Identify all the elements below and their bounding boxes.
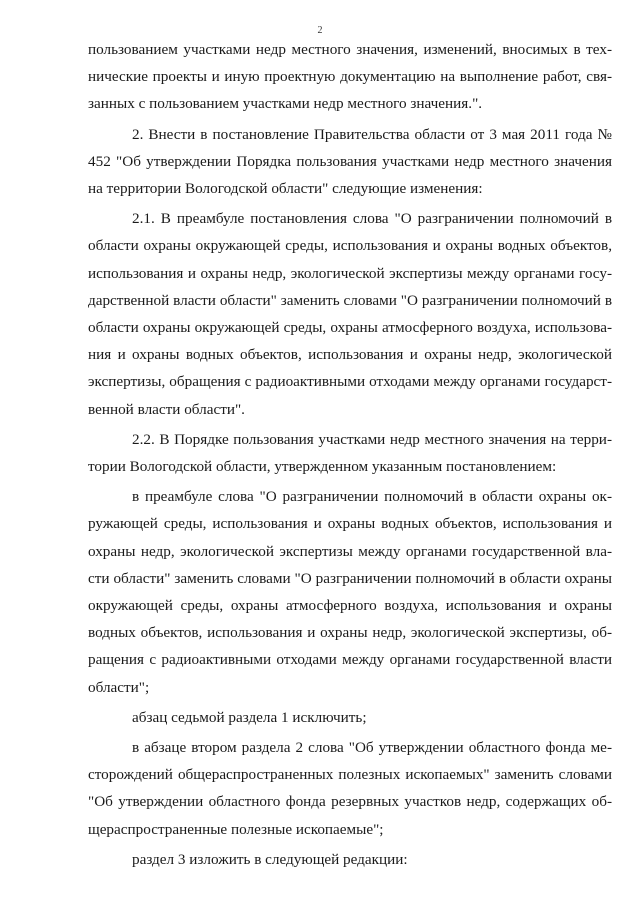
paragraph-item-2: 2. Внести в постановление Правительства области от 3 мая 2011 года № 452 "Об утверждении Порядка пользования участками недр местного значения на территории Вологодской области" следующие изменения: (88, 125, 612, 198)
document-body (88, 36, 612, 876)
paragraph-section-2-change: в абзаце втором раздела 2 слова "Об утверждении областного фонда месторождений общераспространенных полезных ископаемых" заменить словами "Об утверждении областного фонда резервных участков недр, содержащих общераспространенные полезные ископаемые"; (88, 739, 612, 838)
paragraph-item-2-2: 2.2. В Порядке пользования участками недр местного значения на территории Вологодской области, утвержденном указанным постановлением: (88, 430, 612, 476)
paragraph-preamble-change: в преамбуле слова "О разграничении полномочий в области охраны окружающей среды, использования и охраны водных объектов, использования и охраны недр, экологической экспертизы между органами государственной власти области" заменить словами "О разграничении полномочий в области охраны окружающей среды, охраны атмосферного воздуха, использования и охраны водных объектов, использования и охраны недр, экологической экспертизы, обращения с радиоактивными отходами между органами государственной власти области"; (88, 488, 612, 696)
paragraph-continuation: пользованием участками недр местного значения, изменений, вносимых в технические проекты и иную проектную документацию на выполнение работ, связанных с пользованием участками недр местного значения.". (88, 41, 612, 113)
page-number: 2 (317, 25, 323, 36)
paragraph-section-3-change: раздел 3 изложить в следующей редакции: (132, 850, 408, 868)
paragraph-section-1-change: абзац седьмой раздела 1 исключить; (132, 708, 367, 726)
paragraph-item-2-1: 2.1. В преамбуле постановления слова "О разграничении полномочий в области охраны окружающей среды, использования и охраны водных объектов, использования и охраны недр, экологической экспертизы между органами государственной власти области" заменить словами "О разграничении полномочий в области охраны окружающей среды, охраны атмосферного воздуха, использования и охраны водных объектов, использования и охраны недр, экологической экспертизы, обращения с радиоактивными отходами между органами государственной власти области". (88, 210, 612, 418)
